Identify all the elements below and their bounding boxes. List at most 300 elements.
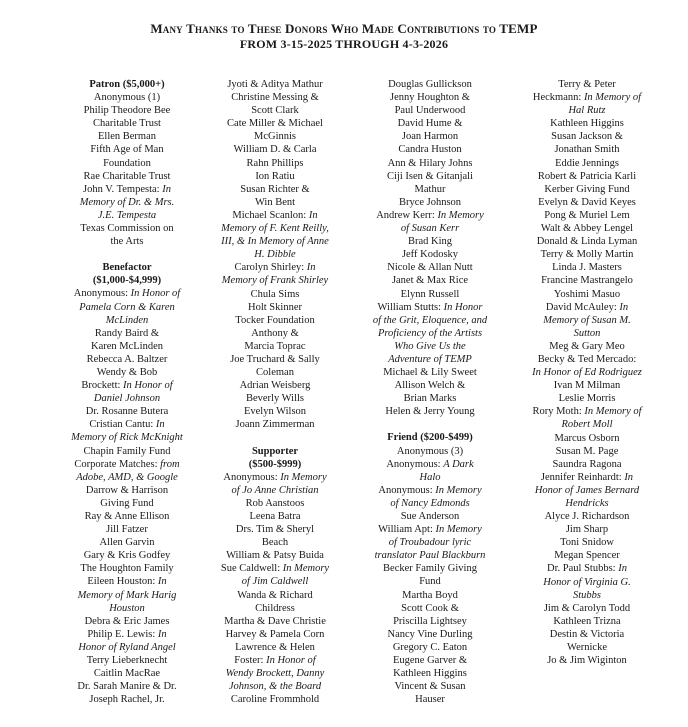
donor-line	[522, 589, 652, 602]
donor-text: Wendy & Bob	[96, 366, 158, 378]
dedication-text: In	[157, 576, 167, 588]
donor-line	[365, 536, 495, 549]
donor-text: Anonymous:	[378, 484, 436, 496]
dedication-text: Halo	[419, 471, 441, 483]
donor-line	[210, 314, 340, 327]
donor-line	[210, 366, 340, 379]
dedication-text: Memory of F. Kent Reilly,	[221, 223, 329, 235]
donor-line	[522, 157, 652, 170]
donor-line	[210, 379, 340, 392]
donor-line	[62, 314, 192, 327]
donor-line	[522, 143, 652, 156]
donor-text: Michael & Lily Sweet	[383, 367, 477, 379]
donor-text: Jeff Kodosky	[401, 249, 459, 261]
donor-text: Jim & Carolyn Todd	[543, 602, 631, 614]
donor-line	[365, 680, 495, 693]
donor-line	[365, 143, 495, 156]
donor-text: Kathleen Higgins	[550, 118, 624, 130]
donor-line	[62, 327, 192, 340]
donor-line	[365, 196, 495, 209]
dedication-text: H. Dibble	[254, 249, 296, 261]
donor-line	[365, 654, 495, 667]
tier-heading	[62, 78, 192, 91]
donor-line	[62, 379, 192, 392]
donor-text: Susan M. Page	[555, 445, 619, 457]
donor-text: David Hume &	[397, 118, 463, 130]
donor-line	[365, 261, 495, 274]
donor-line	[522, 117, 652, 130]
donor-text: Karen McLinden	[90, 340, 163, 352]
donor-text: ($1,000-$4,999)	[92, 275, 162, 287]
dedication-text: In	[624, 471, 634, 483]
donor-text: Coleman	[256, 367, 294, 379]
donor-line	[62, 628, 192, 641]
donor-line	[62, 562, 192, 575]
donor-line	[522, 78, 652, 91]
date-range: FROM 3-15-2025 THROUGH 4-3-2026	[239, 37, 449, 51]
dedication-text: In Memory of	[584, 406, 642, 418]
donor-line	[365, 130, 495, 143]
dedication-text: Pamela Corn & Karen	[79, 301, 175, 313]
donor-text: Rahn Phillips	[246, 157, 304, 169]
dedication-text: Daniel Johnson	[93, 393, 161, 405]
donor-text: Jo & Jim Wiginton	[547, 655, 627, 667]
donor-line	[210, 471, 340, 484]
donor-text: Chapin Family Fund	[83, 445, 171, 457]
donor-line	[522, 445, 652, 458]
donor-line	[210, 222, 340, 235]
donor-text: William D. & Carla	[233, 144, 317, 156]
donor-line	[522, 523, 652, 536]
donor-text: Yoshimi Masuo	[553, 288, 621, 300]
donor-text: Terry & Molly Martin	[540, 249, 634, 261]
donor-line	[522, 641, 652, 654]
donor-line	[62, 589, 192, 602]
donor-line	[210, 143, 340, 156]
donor-line	[522, 484, 652, 497]
donor-line	[365, 641, 495, 654]
donor-text: Joan Harmon	[401, 131, 459, 143]
donor-line	[365, 445, 495, 458]
donor-text: Ray & Anne Ellison	[84, 511, 170, 522]
donor-line	[365, 274, 495, 287]
donor-line	[210, 667, 340, 680]
donor-text: Terry Lieberknecht	[86, 655, 168, 667]
donor-text: Debra & Eric James	[84, 615, 170, 627]
donor-line	[365, 117, 495, 130]
donor-text: Evelyn Wilson	[243, 406, 307, 418]
donor-line	[210, 274, 340, 287]
donor-text: Sue Anderson	[400, 511, 460, 522]
donor-line	[62, 130, 192, 143]
donor-line	[62, 235, 192, 248]
donor-text: Marcia Toprac	[244, 340, 306, 352]
dedication-text: In Honor of	[130, 288, 181, 300]
dedication-text: Memory of Dr. & Mrs.	[79, 196, 175, 208]
donor-line	[365, 353, 495, 366]
donor-text: Anonymous:	[73, 288, 131, 300]
donor-line	[62, 602, 192, 615]
donor-line	[522, 405, 652, 418]
donor-line	[365, 183, 495, 196]
donor-line	[365, 523, 495, 536]
donor-text: Hauser	[415, 694, 445, 706]
donor-line	[365, 693, 495, 706]
dedication-text: Who Give Us the	[394, 340, 466, 352]
dedication-text: Sutton	[573, 327, 601, 339]
donor-line	[210, 497, 340, 510]
donor-text: Walt & Abbey Lengel	[540, 223, 634, 235]
donor-text: Paul Underwood	[394, 105, 466, 117]
donor-line	[365, 235, 495, 248]
donor-text: Allen Garvin	[99, 537, 155, 549]
donor-line	[62, 523, 192, 536]
donor-text: Helen & Jerry Young	[385, 406, 475, 418]
dedication-text: In Honor of	[123, 380, 173, 392]
donor-text: Anonymous (3)	[396, 445, 464, 457]
dedication-text: of Susan Kerr	[400, 223, 460, 235]
donor-text: Adrian Weisberg	[239, 380, 311, 392]
donor-line	[522, 654, 652, 667]
donor-text: Anonymous:	[386, 458, 444, 470]
donor-line	[62, 497, 192, 510]
donor-line	[522, 274, 652, 287]
dedication-text: of Jo Anne Christian	[231, 484, 319, 496]
donor-text: Fund	[419, 576, 441, 588]
donor-line	[62, 91, 192, 104]
donor-text: Leena Batra	[249, 511, 301, 522]
donor-line	[62, 471, 192, 484]
section-gap	[62, 248, 192, 261]
donor-text: Chula Sims	[250, 288, 300, 300]
donor-line	[522, 562, 652, 575]
donor-text: Megan Spencer	[554, 550, 620, 562]
donor-text: Holt Skinner	[248, 301, 302, 313]
donor-text: Brian Marks	[403, 393, 457, 405]
dedication-text: of Nancy Edmonds	[390, 497, 470, 509]
donor-text: Beach	[261, 537, 289, 549]
donor-line	[62, 340, 192, 353]
donor-text: Charitable Trust	[93, 118, 161, 130]
donor-text: Terry & Peter	[558, 79, 616, 90]
donor-line	[522, 196, 652, 209]
donor-line	[365, 340, 495, 353]
donor-line	[522, 497, 652, 510]
donor-line	[210, 602, 340, 615]
donor-line	[365, 615, 495, 628]
donor-line	[365, 301, 495, 314]
dedication-text: of Troubadour lyric	[388, 537, 472, 549]
dedication-text: In Memory	[282, 563, 330, 575]
donor-line	[62, 484, 192, 497]
donor-line	[210, 130, 340, 143]
donor-line	[210, 170, 340, 183]
donor-line	[210, 575, 340, 588]
dedication-text: Houston	[109, 602, 145, 614]
donor-line	[62, 641, 192, 654]
dedication-text: In Honor of	[266, 655, 316, 667]
donor-text: Allison Welch &	[394, 380, 466, 392]
donor-text: Brockett:	[81, 380, 124, 392]
donor-text: Randy Baird &	[94, 327, 160, 339]
donor-line	[365, 589, 495, 602]
donor-text: Candra Huston	[398, 144, 462, 156]
donor-text: Tocker Foundation	[235, 314, 315, 326]
donor-line	[365, 510, 495, 523]
dedication-text: III, & In Memory of Anne	[221, 236, 329, 248]
dedication-text: Honor of Ryland Angel	[78, 641, 176, 653]
donor-text: Fifth Age of Man	[90, 144, 164, 156]
donor-line	[522, 549, 652, 562]
donor-line	[210, 235, 340, 248]
donor-text: Evelyn & David Keyes	[538, 196, 636, 208]
section-gap	[210, 432, 340, 445]
donor-line	[210, 680, 340, 693]
donor-line	[522, 314, 652, 327]
donor-text: John V. Tempesta:	[83, 183, 163, 195]
donor-line	[62, 392, 192, 405]
donor-text: Rory Moth:	[532, 406, 585, 418]
dedication-text: McLinden	[105, 314, 149, 326]
donor-text: Caitlin MacRae	[93, 668, 161, 680]
page-title: Many Thanks to These Donors Who Made Contributions to TEMP	[150, 21, 538, 36]
donor-line	[522, 379, 652, 392]
dedication-text: Honor of Virginia G.	[543, 576, 631, 588]
donor-text: Kathleen Trizna	[553, 615, 621, 627]
donor-line	[365, 405, 495, 418]
donor-column-2	[210, 78, 340, 706]
donor-text: Scott Clark	[251, 105, 299, 117]
dedication-text: In	[308, 209, 318, 221]
donor-line	[62, 418, 192, 431]
donor-text: Ion Ratiu	[255, 170, 295, 182]
donor-text: Nicole & Allan Nutt	[387, 262, 473, 274]
donor-text: Jennifer Reinhardt:	[540, 471, 625, 483]
donor-text: Priscilla Lightsey	[393, 615, 467, 627]
donor-text: Bryce Johnson	[398, 196, 462, 208]
donor-text: William Stutts:	[377, 301, 444, 313]
donor-text: Jenny Houghton &	[390, 92, 470, 104]
donor-text: Donald & Linda Lyman	[536, 236, 638, 248]
donor-text: Ivan M Milman	[553, 380, 621, 392]
donor-line	[210, 484, 340, 497]
donor-line	[522, 458, 652, 471]
donor-line	[365, 288, 495, 301]
donor-text: Eddie Jennings	[555, 157, 619, 169]
donor-column-3	[365, 78, 495, 706]
donor-line	[365, 78, 495, 91]
donor-text: Jyoti & Aditya Mathur	[227, 79, 323, 90]
dedication-text: In Memory	[280, 471, 327, 483]
donor-text: Meg & Gary Meo	[549, 340, 625, 352]
donor-line	[210, 183, 340, 196]
donor-text: Joe Truchard & Sally	[230, 353, 320, 365]
donor-text: Joseph Rachel, Jr.	[89, 694, 165, 706]
donor-line	[62, 575, 192, 588]
donor-text: Lawrence & Helen	[235, 641, 315, 653]
donor-line	[522, 576, 652, 589]
donor-text: Susan Richter &	[240, 183, 310, 195]
donor-line	[522, 392, 652, 405]
donor-text: Jonathan Smith	[554, 144, 620, 156]
donor-line	[522, 366, 652, 379]
donor-line	[522, 261, 652, 274]
donor-text: Foster:	[234, 655, 267, 667]
donor-text: Rob Aanstoos	[245, 497, 305, 509]
donor-line	[365, 458, 495, 471]
donor-line	[62, 366, 192, 379]
donor-text: Childress	[255, 602, 295, 614]
donor-text: Francine Mastrangelo	[541, 275, 633, 287]
donor-text: Jim Sharp	[565, 524, 609, 536]
donor-text: Eileen Houston:	[87, 576, 158, 588]
donor-line	[62, 458, 192, 471]
donor-line	[210, 301, 340, 314]
donor-line	[522, 628, 652, 641]
donor-text: Ellen Berman	[97, 131, 157, 143]
section-gap	[365, 418, 495, 431]
donor-line	[522, 91, 652, 104]
donor-text: Supporter	[251, 445, 299, 457]
donor-text: Dr. Sarah Manire & Dr.	[77, 681, 177, 693]
donor-text: Heckmann:	[532, 92, 584, 104]
donor-text: Giving Fund	[100, 497, 154, 509]
dedication-text: Memory of Rick McKnight	[71, 432, 183, 444]
dedication-text: Memory of Mark Harig	[77, 589, 177, 601]
donor-text: Janet & Max Rice	[391, 275, 469, 287]
donor-text: Destin & Victoria	[549, 628, 625, 640]
donor-column-4	[522, 78, 652, 667]
donor-line	[62, 104, 192, 117]
donor-line	[365, 170, 495, 183]
donor-text: ($500-$999)	[248, 458, 302, 470]
donor-text: Carolyn Shirley:	[234, 262, 307, 274]
donor-text: Rebecca A. Baltzer	[86, 353, 168, 365]
donor-text: Wernicke	[567, 642, 607, 654]
donor-line	[522, 615, 652, 628]
donor-text: Sue Caldwell:	[220, 563, 283, 575]
donor-text: Foundation	[103, 157, 151, 169]
donor-text: the Arts	[110, 236, 144, 248]
donor-text: David McAuley:	[545, 301, 620, 313]
donor-text: Martha Boyd	[402, 589, 458, 601]
donor-text: Gary & Kris Godfey	[83, 550, 171, 562]
donor-text: Linda J. Masters	[552, 262, 622, 274]
dedication-text: Adobe, AMD, & Google	[76, 471, 178, 483]
donor-text: Vincent & Susan	[394, 681, 466, 693]
donor-line	[365, 248, 495, 261]
donor-text: Leslie Morris	[558, 393, 616, 405]
donor-line	[522, 340, 652, 353]
donor-line	[210, 562, 340, 575]
donor-line	[210, 589, 340, 602]
donor-text: Gregory C. Eaton	[392, 641, 468, 653]
donor-line	[210, 248, 340, 261]
donor-line	[522, 130, 652, 143]
donor-line	[210, 288, 340, 301]
donor-column-1	[62, 78, 192, 706]
donor-line	[522, 536, 652, 549]
dedication-text: J.E. Tempesta	[97, 209, 157, 221]
donor-line	[62, 693, 192, 706]
dedication-text: In	[157, 628, 167, 640]
donor-text: Becky & Ted Mercado:	[537, 353, 637, 365]
donor-line	[365, 366, 495, 379]
donor-line	[210, 641, 340, 654]
dedication-text: Johnson, & the Board	[228, 681, 322, 693]
donor-line	[522, 248, 652, 261]
donor-line	[210, 261, 340, 274]
donor-text: Anonymous (1)	[93, 92, 161, 104]
donor-line	[210, 340, 340, 353]
donor-text: Darrow & Harrison	[85, 484, 169, 496]
donor-line	[522, 510, 652, 523]
donor-line	[365, 327, 495, 340]
donor-line	[210, 654, 340, 667]
donor-text: Pong & Muriel Lem	[544, 209, 630, 221]
donor-line	[365, 549, 495, 562]
donor-line	[62, 405, 192, 418]
donor-line	[210, 196, 340, 209]
donor-line	[365, 91, 495, 104]
donor-text: Patron ($5,000+)	[89, 79, 165, 90]
donor-text: Anonymous:	[223, 471, 281, 483]
donor-line	[210, 353, 340, 366]
donor-line	[62, 287, 192, 300]
dedication-text: Honor of James Bernard	[534, 484, 640, 496]
donor-line	[522, 288, 652, 301]
dedication-text: In	[306, 262, 316, 274]
donor-line	[365, 628, 495, 641]
donor-text: Drs. Tim & Sheryl	[235, 524, 315, 536]
donor-text: Martha & Dave Christie	[224, 615, 326, 627]
dedication-text: of the Grit, Eloquence, and	[372, 314, 488, 326]
donor-line	[522, 471, 652, 484]
donor-line	[365, 379, 495, 392]
donor-line	[62, 510, 192, 523]
donor-line	[62, 196, 192, 209]
donor-text: Brad King	[407, 236, 453, 248]
donor-line	[210, 78, 340, 91]
donor-line	[62, 209, 192, 222]
donor-line	[210, 615, 340, 628]
dedication-text: Wendy Brockett, Danny	[225, 668, 325, 680]
tier-heading	[210, 445, 340, 458]
donor-line	[210, 510, 340, 523]
donor-text: Robert & Patricia Karli	[537, 170, 637, 182]
donor-text: Marcus Osborn	[554, 432, 620, 444]
donor-text: Kerber Giving Fund	[544, 183, 630, 195]
donor-text: Beverly Wills	[245, 393, 304, 405]
donor-text: Susan Jackson &	[551, 131, 623, 143]
donor-line	[62, 536, 192, 549]
dedication-text: In Memory	[435, 484, 482, 496]
dedication-text: In	[162, 183, 171, 195]
donor-line	[210, 628, 340, 641]
donor-line	[62, 157, 192, 170]
donor-text: Nancy Vine Durling	[387, 628, 473, 640]
donor-text: Scott Cook &	[401, 602, 459, 614]
donor-line	[62, 353, 192, 366]
dedication-text: In Memory	[437, 209, 484, 221]
donor-text: Dr. Rosanne Butera	[85, 406, 169, 418]
donor-line	[522, 235, 652, 248]
donor-text: Harvey & Pamela Corn	[225, 628, 325, 640]
donor-line	[62, 222, 192, 235]
donor-line	[210, 392, 340, 405]
donor-line	[210, 209, 340, 222]
donor-line	[62, 143, 192, 156]
